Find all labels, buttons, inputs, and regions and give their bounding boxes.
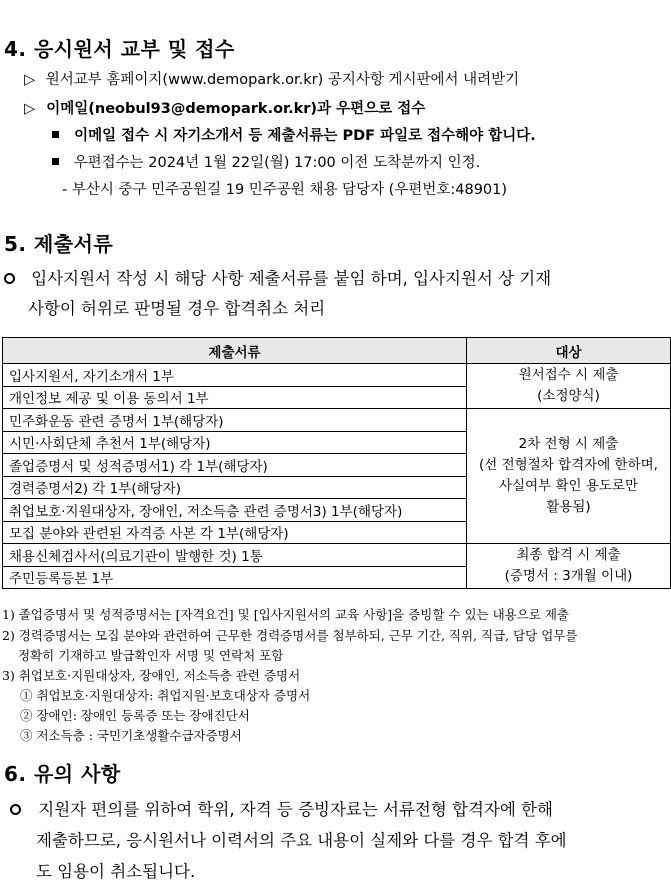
footnote: 2) 경력증명서는 모집 분야와 관련하여 근무한 경력증명서를 첨부하되, 근무 기간, 직위, 직급, 담당 업무를 xyxy=(2,628,578,643)
list-item xyxy=(52,124,536,145)
list-item xyxy=(52,151,480,172)
document-cell: 취업보호·지원대상자, 장애인, 저소득층 관련 증명서3) 1부(해당자) xyxy=(3,499,467,522)
section-4-heading: 4. 응시원서 교부 및 접수 xyxy=(4,37,235,61)
square-bullet-icon xyxy=(52,131,59,138)
footnote: ③ 저소득층 : 국민기초생활수급자증명서 xyxy=(20,728,242,743)
intro-line xyxy=(4,265,551,289)
document-cell: 모집 분야와 관련된 자격증 사본 각 1부(해당자) xyxy=(3,521,467,544)
circle-bullet-icon xyxy=(10,804,21,815)
footnote: 정확히 기재하고 발급확인자 서명 및 연락처 포함 xyxy=(18,648,284,663)
section-6-heading: 6. 유의 사항 xyxy=(4,762,121,786)
document-cell: 입사지원서, 자기소개서 1부 xyxy=(3,364,467,387)
table-row xyxy=(3,364,671,387)
footnote: ② 장애인: 장애인 등록증 또는 장애진단서 xyxy=(20,708,250,723)
documents-table xyxy=(2,337,671,589)
triangle-bullet-icon: ▷ xyxy=(24,101,36,117)
footnote: 3) 취업보호·지원대상자, 장애인, 저소득층 관련 증명서 xyxy=(2,668,301,683)
table-header-row xyxy=(3,338,671,364)
target-text: (소정양식) xyxy=(537,388,600,404)
intro-text: 사항이 허위로 판명될 경우 합격취소 처리 xyxy=(28,299,326,318)
target-text: (증명서 : 3개월 이내) xyxy=(504,568,633,584)
list-item-text: 이메일(neobul93@demopark.or.kr)과 우편으로 접수 xyxy=(46,101,426,117)
target-text: 사실여부 확인 용도로만 xyxy=(499,478,638,494)
target-text: (선 전형절차 합격자에 한하며, xyxy=(479,457,658,473)
triangle-bullet-icon: ▷ xyxy=(24,72,36,88)
intro-text: 입사지원서 작성 시 해당 사항 제출서류를 붙임 하며, 입사지원서 상 기재 xyxy=(31,269,552,288)
document-cell: 졸업증명서 및 성적증명서1) 각 1부(해당자) xyxy=(3,454,467,477)
list-item-text: 우편접수는 2024년 1월 22일(월) 17:00 이전 도착분까지 인정. xyxy=(73,155,481,171)
list-item xyxy=(24,97,425,118)
target-cell xyxy=(467,364,671,409)
square-bullet-icon xyxy=(52,158,59,165)
notice-text: 지원자 편의를 위하여 학위, 자격 등 증빙자료는 서류전형 합격자에 한해 xyxy=(38,800,553,819)
circle-bullet-icon xyxy=(4,273,15,284)
target-text: 활용됨) xyxy=(546,499,591,515)
target-text: 원서접수 시 제출 xyxy=(518,367,619,383)
document-cell: 개인정보 제공 및 이용 동의서 1부 xyxy=(3,386,467,409)
document-cell: 채용신체검사서(의료기관이 발행한 것) 1통 xyxy=(3,544,467,567)
address-line: - 부산시 중구 민주공원길 19 민주공원 채용 담당자 (우편번호:48901) xyxy=(62,182,508,198)
target-text: 최종 합격 시 제출 xyxy=(516,547,621,563)
document-cell: 주민등록등본 1부 xyxy=(3,566,467,589)
table-row xyxy=(3,409,671,432)
notice-text: 제출하므로, 응시원서나 이력서의 주요 내용이 실제와 다를 경우 합격 후에 xyxy=(36,831,567,850)
table-row xyxy=(3,544,671,567)
list-item-text: 원서교부 홈페이지(www.demopark.or.kr) 공지사항 게시판에서 내려받기 xyxy=(45,72,520,88)
list-item-text: 이메일 접수 시 자기소개서 등 제출서류는 PDF 파일로 접수해야 합니다. xyxy=(74,128,536,144)
footnote: ① 취업보호·지원대상자: 취업지원·보호대상자 증명서 xyxy=(20,688,311,703)
document-cell: 경력증명서2) 각 1부(해당자) xyxy=(3,476,467,499)
section-5-heading: 5. 제출서류 xyxy=(4,232,114,256)
header-documents: 제출서류 xyxy=(3,338,467,364)
footnote: 1) 졸업증명서 및 성적증명서는 [자격요건] 및 [입사지원서의 교육 사항]을 증빙할 수 있는 내용으로 제출 xyxy=(2,607,569,622)
document-cell: 시민·사회단체 추천서 1부(해당자) xyxy=(3,431,467,454)
target-cell xyxy=(467,544,671,589)
document-cell: 민주화운동 관련 증명서 1부(해당자) xyxy=(3,409,467,432)
list-item xyxy=(24,68,519,89)
target-text: 2차 전형 시 제출 xyxy=(518,436,619,452)
header-target: 대상 xyxy=(467,338,671,364)
notice-line xyxy=(10,796,553,820)
target-cell xyxy=(467,409,671,544)
notice-text: 도 임용이 취소됩니다. xyxy=(36,862,196,881)
